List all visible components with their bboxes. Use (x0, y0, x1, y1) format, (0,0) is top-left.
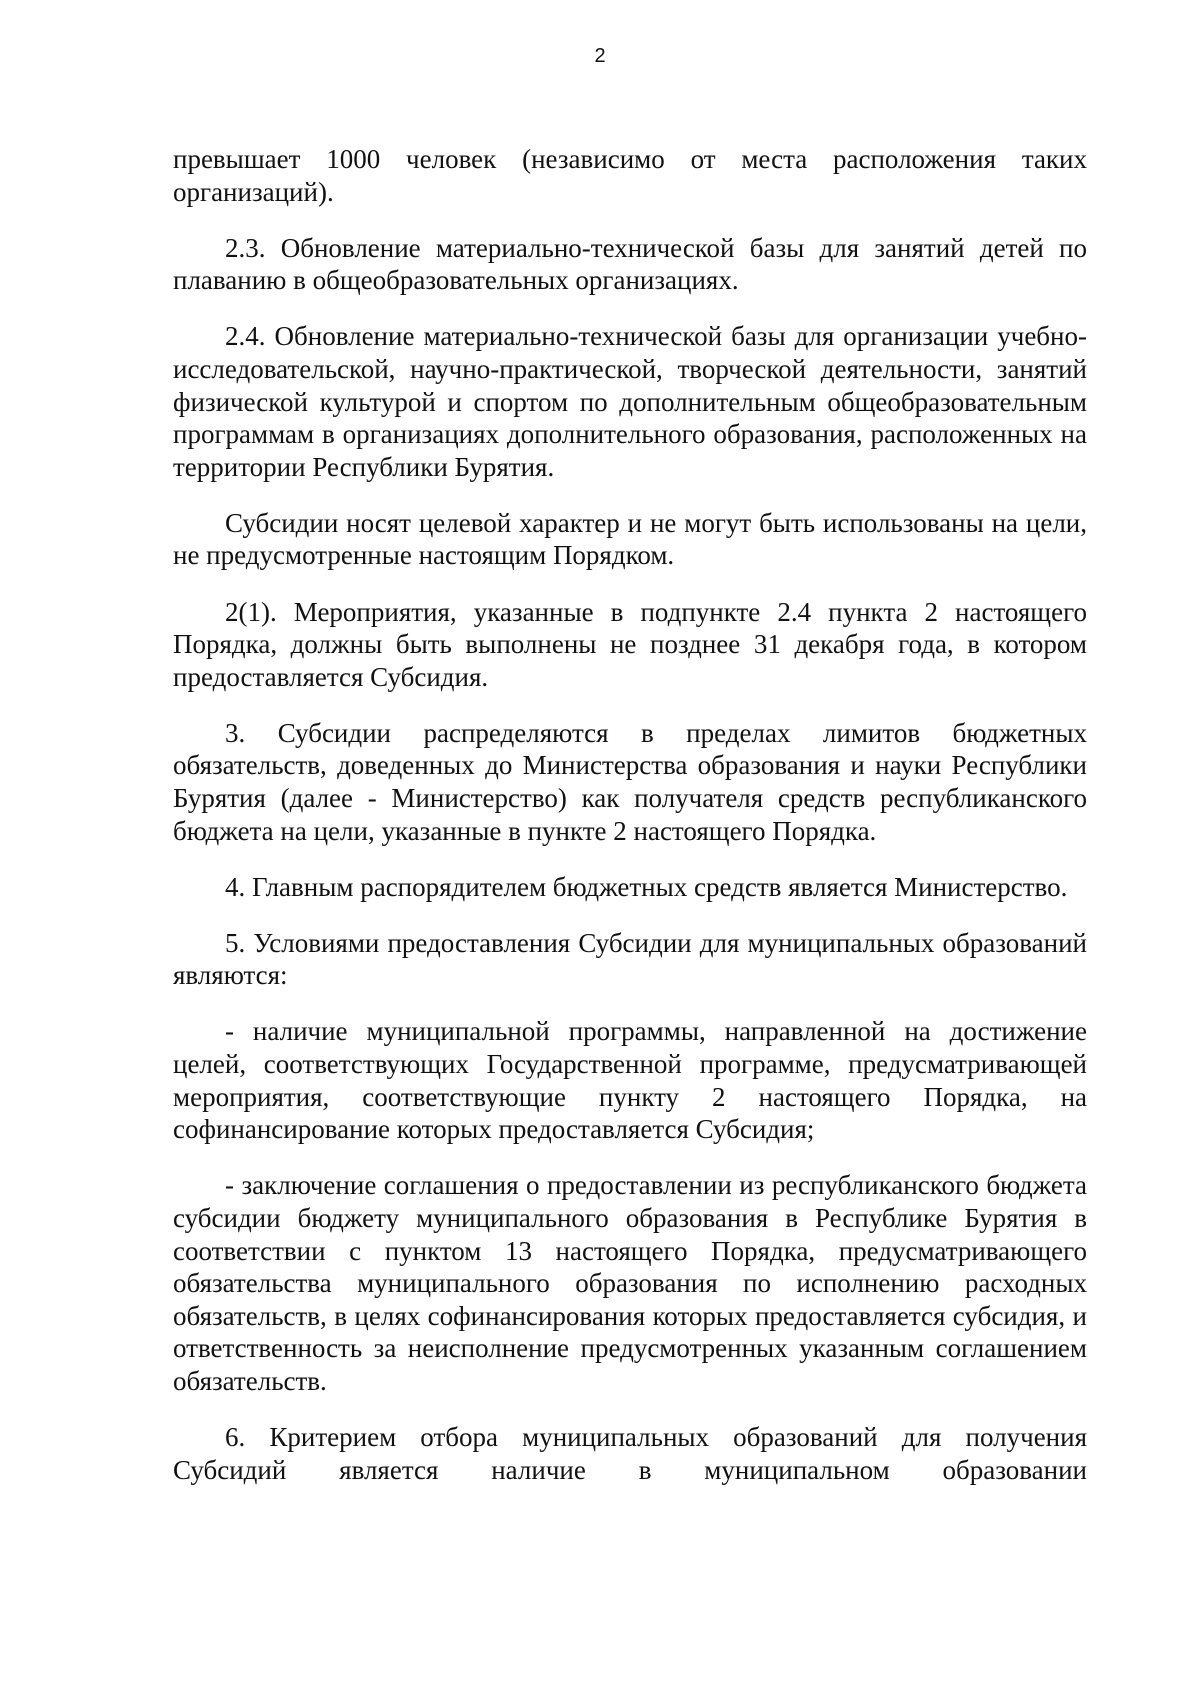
paragraph: - заключение соглашения о предоставлении из республиканского бюджета субсидии бюджету муниципального образования в Республике Бурятия в соответствии с пунктом 13 настоящего Порядка, предусматривающего обязательства муниципального образования по исполнению расходных обязательств, в целях софинансирования которых предоставляется субсидия, и ответственность за неисполнение предусмотренных указанным соглашением обязательств. (173, 1170, 1087, 1396)
document-body (173, 143, 1087, 1486)
paragraph: 3. Субсидии распределяются в пределах лимитов бюджетных обязательств, доведенных до Министерства образования и науки Республики Бурятия (далее - Министерство) как получателя средств республиканского бюджета на цели, указанные в пункте 2 настоящего Порядка. (173, 717, 1087, 846)
paragraph: 4. Главным распорядителем бюджетных средств является Министерство. (225, 871, 1068, 902)
page-number: 2 (594, 45, 606, 67)
paragraph: 6. Критерием отбора муниципальных образований для получения Субсидий является наличие в муниципальном образовании (173, 1422, 1087, 1485)
paragraph: - наличие муниципальной программы, направленной на достижение целей, соответствующих Государственной программе, предусматривающей мероприятия, соответствующие пункту 2 настоящего Порядка, на софинансирование которых предоставляется Субсидия; (173, 1016, 1087, 1145)
paragraph: 2(1). Мероприятия, указанные в подпункте 2.4 пункта 2 настоящего Порядка, должны быть выполнены не позднее 31 декабря года, в котором предоставляется Субсидия. (173, 596, 1087, 692)
paragraph: Субсидии носят целевой характер и не могут быть использованы на цели, не предусмотренные настоящим Порядком. (173, 507, 1087, 571)
paragraph: 2.4. Обновление материально-технической базы для организации учебно-исследовательской, научно-практической, творческой деятельности, занятий физической культурой и спортом по дополнительным общеобразовательным программам в организациях дополнительного образования, расположенных на территории Республики Бурятия. (173, 321, 1087, 482)
paragraph: превышает 1000 человек (независимо от места расположения таких организаций). (173, 144, 1087, 207)
paragraph: 5. Условиями предоставления Субсидии для муниципальных образований являются: (173, 927, 1087, 991)
paragraph: 2.3. Обновление материально-технической базы для занятий детей по плаванию в общеобразовательных организациях. (173, 232, 1087, 296)
